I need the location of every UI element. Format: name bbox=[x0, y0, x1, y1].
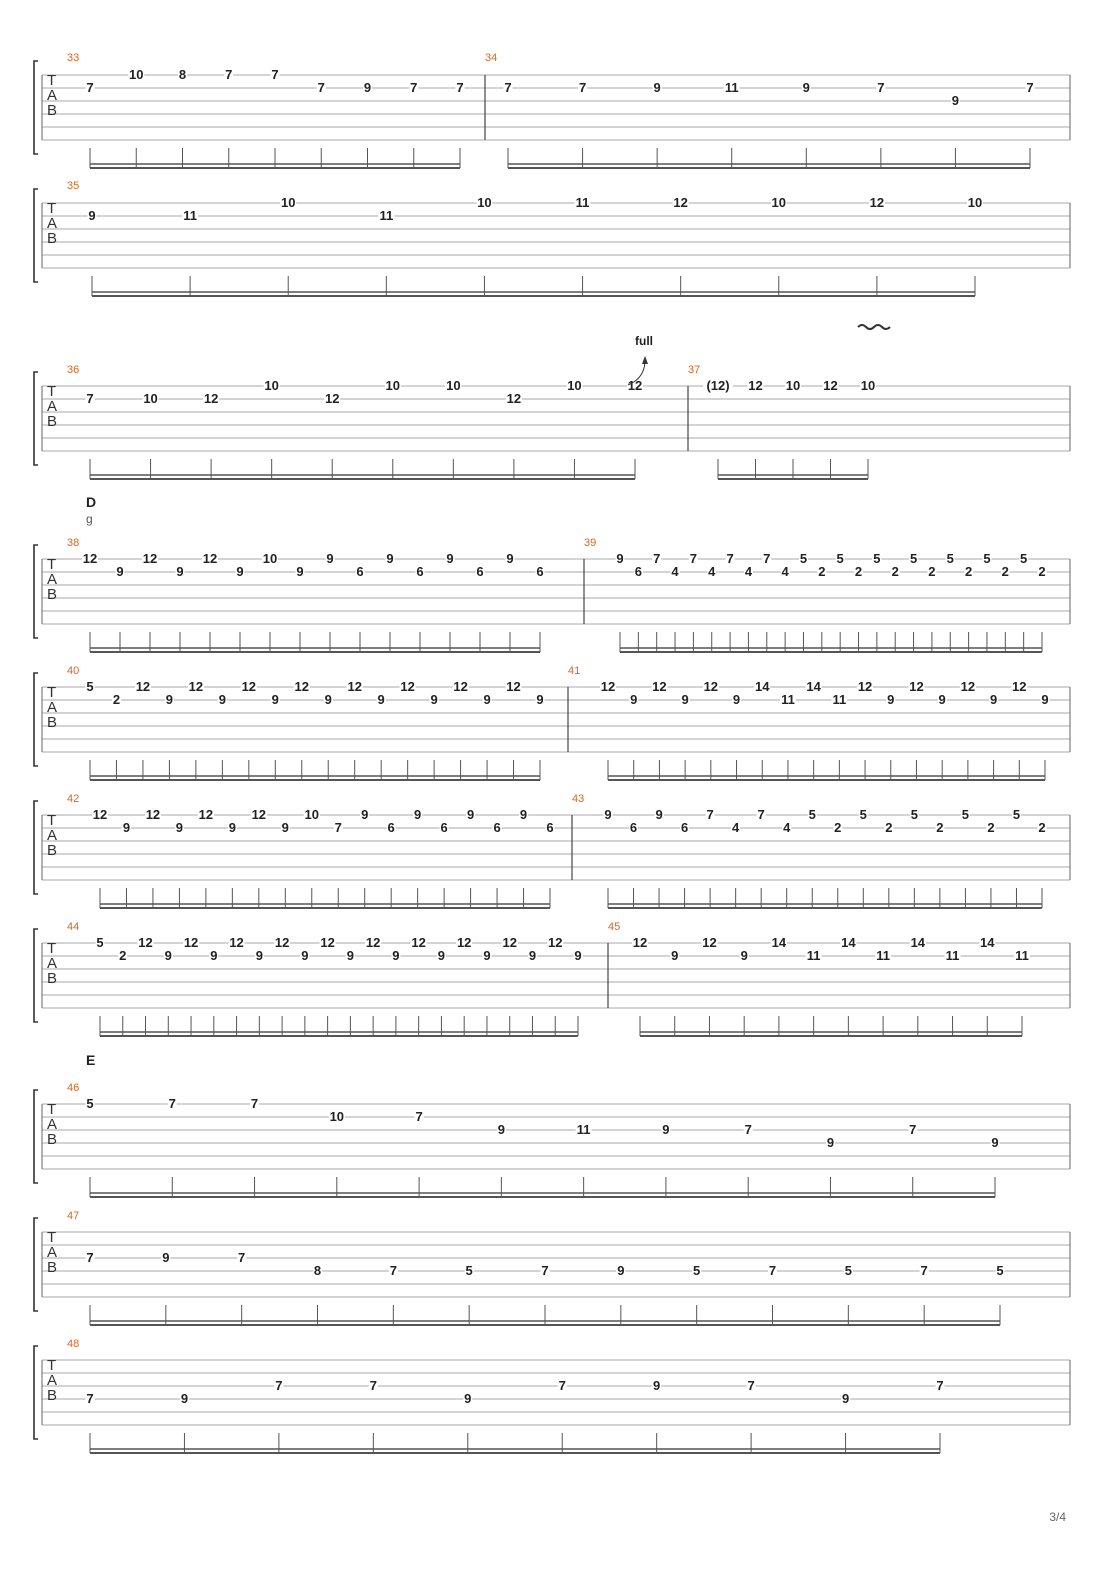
fret-number: 5 bbox=[961, 807, 970, 822]
fret-number: 9 bbox=[446, 551, 454, 566]
fret-number: 14 bbox=[980, 935, 995, 950]
tab-letter: T bbox=[47, 812, 57, 829]
fret-number: 2 bbox=[1001, 564, 1009, 579]
tab-letter: B bbox=[47, 1131, 58, 1148]
fret-number: 9 bbox=[528, 948, 537, 963]
fret-number: 5 bbox=[86, 1096, 94, 1111]
fret-number: 7 bbox=[768, 1263, 777, 1278]
fret-number: 12 bbox=[548, 935, 563, 950]
fret-number: 10 bbox=[262, 551, 278, 566]
fret-number: 9 bbox=[655, 807, 663, 822]
fret-number: 7 bbox=[456, 80, 464, 95]
fret-number: 9 bbox=[301, 948, 309, 963]
fret-number: 7 bbox=[86, 391, 94, 406]
bar-number-47: 47 bbox=[67, 1210, 80, 1222]
fret-number: 7 bbox=[86, 80, 94, 95]
fret-number: 7 bbox=[238, 1250, 246, 1265]
fret-number: 9 bbox=[175, 820, 184, 835]
tab-letter: T bbox=[47, 200, 57, 217]
bar-number-43: 43 bbox=[572, 793, 585, 805]
fret-number: 10 bbox=[860, 378, 876, 393]
fret-number: 4 bbox=[708, 564, 716, 579]
fret-number: 9 bbox=[938, 692, 946, 707]
fret-number: 5 bbox=[844, 1263, 852, 1278]
bar-number-46: 46 bbox=[67, 1082, 80, 1094]
fret-number: 9 bbox=[740, 948, 748, 963]
fret-number: 4 bbox=[783, 820, 791, 835]
fret-number: 6 bbox=[416, 564, 424, 579]
fret-number: 2 bbox=[818, 564, 826, 579]
fret-number: 12 bbox=[627, 378, 643, 393]
fret-number: 9 bbox=[180, 1391, 189, 1406]
fret-number: 12 bbox=[702, 935, 717, 950]
fret-number: 12 bbox=[506, 679, 521, 694]
fret-number: 7 bbox=[389, 1263, 397, 1278]
fret-number: 12 bbox=[411, 935, 426, 950]
fret-number: 14 bbox=[755, 679, 770, 694]
fret-number: 7 bbox=[168, 1096, 176, 1111]
tab-letter: A bbox=[47, 571, 58, 588]
fret-number: 9 bbox=[662, 1122, 670, 1137]
fret-number: 7 bbox=[317, 80, 325, 95]
fret-number: 8 bbox=[313, 1263, 322, 1278]
tab-letter: T bbox=[47, 684, 57, 701]
fret-number: 9 bbox=[326, 551, 334, 566]
fret-number: 11 bbox=[576, 1122, 591, 1137]
fret-number: 9 bbox=[361, 807, 369, 822]
bar-number-33: 33 bbox=[67, 52, 80, 64]
fret-number: 2 bbox=[834, 820, 842, 835]
tab-letter: A bbox=[47, 699, 58, 716]
fret-number: 5 bbox=[910, 807, 918, 822]
fret-number: 7 bbox=[275, 1378, 283, 1393]
fret-number: 6 bbox=[476, 564, 484, 579]
fret-number: 2 bbox=[936, 820, 944, 835]
fret-number: 5 bbox=[873, 551, 881, 566]
fret-number: 6 bbox=[356, 564, 364, 579]
fret-number: 12 bbox=[202, 551, 218, 566]
tab-letter: T bbox=[47, 72, 57, 89]
fret-number: 4 bbox=[744, 564, 753, 579]
fret-number: 10 bbox=[280, 195, 296, 210]
fret-number: 10 bbox=[785, 378, 801, 393]
fret-number: 10 bbox=[143, 391, 158, 406]
fret-number: 9 bbox=[122, 820, 131, 835]
fret-number: 5 bbox=[859, 807, 867, 822]
fret-number: 2 bbox=[928, 564, 936, 579]
fret-number: 12 bbox=[241, 679, 257, 694]
fret-number: 14 bbox=[806, 679, 821, 694]
fret-number: 6 bbox=[493, 820, 501, 835]
fret-number: 9 bbox=[164, 948, 172, 963]
fret-number: 7 bbox=[369, 1378, 377, 1393]
tab-letter: B bbox=[47, 102, 58, 119]
staff-bracket bbox=[34, 61, 38, 154]
fret-number: 11 bbox=[183, 208, 197, 223]
fret-number: (12) bbox=[706, 378, 730, 393]
tab-letter: B bbox=[47, 1387, 58, 1404]
tab-letter: T bbox=[47, 383, 57, 400]
fret-number: 9 bbox=[464, 1391, 472, 1406]
fret-number: 14 bbox=[771, 935, 787, 950]
fret-number: 9 bbox=[116, 564, 124, 579]
fret-number: 5 bbox=[1012, 807, 1021, 822]
fret-number: 7 bbox=[757, 807, 765, 822]
tab-letter: A bbox=[47, 215, 58, 232]
fret-number: 6 bbox=[387, 820, 395, 835]
fret-number: 9 bbox=[497, 1122, 505, 1137]
fret-number: 12 bbox=[632, 935, 648, 950]
fret-number: 4 bbox=[732, 820, 740, 835]
fret-number: 9 bbox=[363, 80, 372, 95]
bar-number-35: 35 bbox=[67, 180, 80, 192]
fret-number: 7 bbox=[909, 1122, 917, 1137]
fret-number: 9 bbox=[386, 551, 394, 566]
fret-number: 10 bbox=[771, 195, 787, 210]
fret-number: 12 bbox=[960, 679, 976, 694]
fret-number: 12 bbox=[82, 551, 98, 566]
fret-number: 12 bbox=[251, 807, 267, 822]
fret-number: 10 bbox=[304, 807, 319, 822]
tab-letter: A bbox=[47, 398, 58, 415]
fret-number: 12 bbox=[652, 679, 667, 694]
fret-number: 7 bbox=[1026, 80, 1034, 95]
fret-number: 2 bbox=[1038, 820, 1046, 835]
fret-number: 7 bbox=[763, 551, 771, 566]
fret-number: 7 bbox=[410, 80, 418, 95]
fret-number: 5 bbox=[86, 679, 94, 694]
fret-number: 12 bbox=[869, 195, 885, 210]
fret-number: 12 bbox=[400, 679, 415, 694]
fret-number: 11 bbox=[945, 948, 960, 963]
tab-letter: B bbox=[47, 586, 58, 603]
fret-number: 12 bbox=[347, 679, 362, 694]
fret-number: 14 bbox=[841, 935, 856, 950]
fret-number: 2 bbox=[891, 564, 899, 579]
tab-letter: B bbox=[47, 970, 58, 987]
fret-number: 9 bbox=[991, 1135, 999, 1150]
fret-number: 9 bbox=[653, 80, 661, 95]
bar-number-38: 38 bbox=[67, 537, 80, 549]
fret-number: 9 bbox=[296, 564, 304, 579]
fret-number: 11 bbox=[832, 692, 847, 707]
bar-number-36: 36 bbox=[67, 364, 80, 376]
fret-number: 6 bbox=[546, 820, 554, 835]
fret-number: 11 bbox=[876, 948, 890, 963]
tab-letter: T bbox=[47, 1101, 57, 1118]
tab-letter: A bbox=[47, 955, 58, 972]
fret-number: 12 bbox=[138, 935, 153, 950]
fret-number: 10 bbox=[264, 378, 279, 393]
fret-number: 9 bbox=[483, 948, 491, 963]
fret-number: 7 bbox=[877, 80, 885, 95]
fret-number: 12 bbox=[183, 935, 199, 950]
fret-number: 9 bbox=[671, 948, 679, 963]
fret-number: 10 bbox=[129, 67, 144, 82]
fret-number: 12 bbox=[453, 679, 468, 694]
staff-bracket bbox=[34, 372, 38, 465]
fret-number: 7 bbox=[415, 1109, 423, 1124]
fret-number: 9 bbox=[802, 80, 810, 95]
fret-number: 12 bbox=[365, 935, 381, 950]
fret-number: 12 bbox=[198, 807, 214, 822]
tab-letter: A bbox=[47, 87, 58, 104]
tab-letter: B bbox=[47, 230, 58, 247]
bar-number-40: 40 bbox=[67, 665, 80, 677]
fret-number: 5 bbox=[996, 1263, 1004, 1278]
fret-number: 7 bbox=[920, 1263, 928, 1278]
fret-number: 12 bbox=[703, 679, 719, 694]
fret-number: 12 bbox=[92, 807, 108, 822]
bend-arrowhead bbox=[642, 356, 648, 364]
fret-number: 7 bbox=[86, 1250, 94, 1265]
fret-number: 10 bbox=[329, 1109, 345, 1124]
fret-number: 7 bbox=[726, 551, 734, 566]
fret-number: 7 bbox=[558, 1378, 566, 1393]
fret-number: 2 bbox=[885, 820, 893, 835]
fret-number: 5 bbox=[909, 551, 918, 566]
staff-bracket bbox=[34, 1090, 38, 1183]
fret-number: 9 bbox=[165, 692, 174, 707]
fret-number: 12 bbox=[823, 378, 838, 393]
fret-number: 4 bbox=[781, 564, 789, 579]
fret-number: 4 bbox=[671, 564, 679, 579]
fret-number: 12 bbox=[909, 679, 924, 694]
fret-number: 5 bbox=[836, 551, 844, 566]
fret-number: 9 bbox=[281, 820, 289, 835]
fret-number: 5 bbox=[808, 807, 816, 822]
fret-number: 9 bbox=[826, 1135, 835, 1150]
fret-number: 9 bbox=[536, 692, 544, 707]
bar-number-41: 41 bbox=[568, 665, 581, 677]
fret-number: 12 bbox=[456, 935, 472, 950]
tab-letter: T bbox=[47, 556, 57, 573]
fret-number: 9 bbox=[466, 807, 475, 822]
fret-number: 9 bbox=[483, 692, 491, 707]
fret-number: 7 bbox=[250, 1096, 259, 1111]
fret-number: 5 bbox=[983, 551, 991, 566]
fret-number: 9 bbox=[506, 551, 514, 566]
staff-bracket bbox=[34, 545, 38, 638]
bar-number-44: 44 bbox=[67, 921, 80, 933]
fret-number: 5 bbox=[693, 1263, 701, 1278]
fret-number: 9 bbox=[271, 692, 279, 707]
fret-number: 9 bbox=[887, 692, 895, 707]
fret-number: 9 bbox=[732, 692, 741, 707]
fret-number: 10 bbox=[385, 378, 401, 393]
fret-number: 9 bbox=[414, 807, 422, 822]
section-sub-marker: g bbox=[86, 512, 93, 526]
fret-number: 5 bbox=[465, 1263, 473, 1278]
fret-number: 9 bbox=[176, 564, 184, 579]
fret-number: 9 bbox=[630, 692, 638, 707]
fret-number: 2 bbox=[964, 564, 973, 579]
fret-number: 5 bbox=[1020, 551, 1028, 566]
fret-number: 7 bbox=[747, 1378, 755, 1393]
fret-number: 7 bbox=[936, 1378, 944, 1393]
fret-number: 9 bbox=[951, 93, 960, 108]
fret-number: 2 bbox=[119, 948, 127, 963]
fret-number: 10 bbox=[567, 378, 582, 393]
fret-number: 9 bbox=[617, 1263, 625, 1278]
staff-bracket bbox=[34, 673, 38, 766]
tab-letter: B bbox=[47, 842, 58, 859]
fret-number: 12 bbox=[673, 195, 688, 210]
fret-number: 7 bbox=[225, 67, 233, 82]
vibrato-mark bbox=[858, 325, 890, 329]
fret-number: 7 bbox=[706, 807, 714, 822]
fret-number: 7 bbox=[504, 80, 512, 95]
fret-number: 9 bbox=[681, 692, 689, 707]
fret-number: 11 bbox=[1015, 948, 1029, 963]
fret-number: 12 bbox=[857, 679, 873, 694]
bar-number-34: 34 bbox=[485, 52, 498, 64]
fret-number: 2 bbox=[1038, 564, 1046, 579]
fret-number: 9 bbox=[377, 692, 385, 707]
tab-letter: T bbox=[47, 1357, 57, 1374]
staff-bracket bbox=[34, 189, 38, 282]
fret-number: 7 bbox=[86, 1391, 94, 1406]
fret-number: 9 bbox=[210, 948, 218, 963]
staff-bracket bbox=[34, 1218, 38, 1311]
fret-number: 9 bbox=[519, 807, 528, 822]
fret-number: 9 bbox=[324, 692, 332, 707]
fret-number: 10 bbox=[477, 195, 492, 210]
fret-number: 2 bbox=[987, 820, 995, 835]
fret-number: 5 bbox=[96, 935, 104, 950]
tab-letter: T bbox=[47, 940, 57, 957]
tab-letter: B bbox=[47, 413, 58, 430]
fret-number: 9 bbox=[346, 948, 354, 963]
fret-number: 7 bbox=[689, 551, 698, 566]
section-marker-e: E bbox=[86, 1052, 96, 1068]
fret-number: 12 bbox=[600, 679, 616, 694]
fret-number: 7 bbox=[271, 67, 279, 82]
fret-number: 7 bbox=[744, 1122, 752, 1137]
fret-number: 9 bbox=[255, 948, 263, 963]
fret-number: 6 bbox=[634, 564, 642, 579]
fret-number: 6 bbox=[536, 564, 544, 579]
staff-bracket bbox=[34, 1346, 38, 1439]
fret-number: 7 bbox=[334, 820, 342, 835]
fret-number: 9 bbox=[430, 692, 438, 707]
fret-number: 12 bbox=[229, 935, 244, 950]
fret-number: 12 bbox=[324, 391, 340, 406]
fret-number: 2 bbox=[112, 692, 121, 707]
tab-letter: T bbox=[47, 1229, 57, 1246]
tab-letter: B bbox=[47, 1259, 58, 1276]
fret-number: 12 bbox=[188, 679, 204, 694]
fret-number: 9 bbox=[236, 564, 244, 579]
fret-number: 12 bbox=[502, 935, 517, 950]
fret-number: 12 bbox=[294, 679, 309, 694]
fret-number: 11 bbox=[724, 80, 739, 95]
fret-number: 6 bbox=[629, 820, 638, 835]
tab-letter: A bbox=[47, 1116, 58, 1133]
fret-number: 12 bbox=[506, 391, 522, 406]
fret-number: 12 bbox=[1012, 679, 1027, 694]
fret-number: 14 bbox=[910, 935, 926, 950]
fret-number: 9 bbox=[437, 948, 446, 963]
fret-number: 12 bbox=[142, 551, 158, 566]
tab-letter: A bbox=[47, 827, 58, 844]
fret-number: 10 bbox=[967, 195, 983, 210]
fret-number: 9 bbox=[841, 1391, 850, 1406]
staff-bracket bbox=[34, 801, 38, 894]
fret-number: 12 bbox=[274, 935, 290, 950]
fret-number: 11 bbox=[379, 208, 394, 223]
bend-annotation: full bbox=[635, 334, 653, 348]
fret-number: 6 bbox=[680, 820, 689, 835]
section-marker-d: D bbox=[86, 494, 97, 510]
fret-number: 9 bbox=[392, 948, 400, 963]
bar-number-45: 45 bbox=[608, 921, 621, 933]
fret-number: 7 bbox=[653, 551, 661, 566]
fret-number: 9 bbox=[218, 692, 226, 707]
fret-number: 7 bbox=[578, 80, 587, 95]
bar-number-42: 42 bbox=[67, 793, 80, 805]
fret-number: 9 bbox=[228, 820, 236, 835]
fret-number: 9 bbox=[574, 948, 582, 963]
fret-number: 7 bbox=[541, 1263, 549, 1278]
fret-number: 9 bbox=[88, 208, 96, 223]
fret-number: 9 bbox=[653, 1378, 661, 1393]
fret-number: 12 bbox=[320, 935, 335, 950]
tab-letter: B bbox=[47, 714, 58, 731]
fret-number: 9 bbox=[162, 1250, 170, 1265]
fret-number: 9 bbox=[616, 551, 624, 566]
fret-number: 11 bbox=[781, 692, 795, 707]
fret-number: 12 bbox=[203, 391, 219, 406]
fret-number: 2 bbox=[854, 564, 863, 579]
fret-number: 6 bbox=[440, 820, 448, 835]
fret-number: 12 bbox=[145, 807, 161, 822]
bar-number-48: 48 bbox=[67, 1338, 80, 1350]
page-number: 3/4 bbox=[1049, 1510, 1066, 1524]
fret-number: 12 bbox=[135, 679, 151, 694]
bar-number-37: 37 bbox=[688, 364, 701, 376]
staff-bracket bbox=[34, 929, 38, 1022]
fret-number: 5 bbox=[799, 551, 808, 566]
fret-number: 9 bbox=[604, 807, 612, 822]
fret-number: 11 bbox=[806, 948, 821, 963]
fret-number: 10 bbox=[446, 378, 461, 393]
fret-number: 9 bbox=[1041, 692, 1049, 707]
fret-number: 12 bbox=[748, 378, 763, 393]
tab-letter: A bbox=[47, 1244, 58, 1261]
tab-letter: A bbox=[47, 1372, 58, 1389]
fret-number: 5 bbox=[946, 551, 954, 566]
fret-number: 11 bbox=[575, 195, 590, 210]
fret-number: 9 bbox=[989, 692, 998, 707]
fret-number: 8 bbox=[178, 67, 187, 82]
bar-number-39: 39 bbox=[584, 537, 597, 549]
